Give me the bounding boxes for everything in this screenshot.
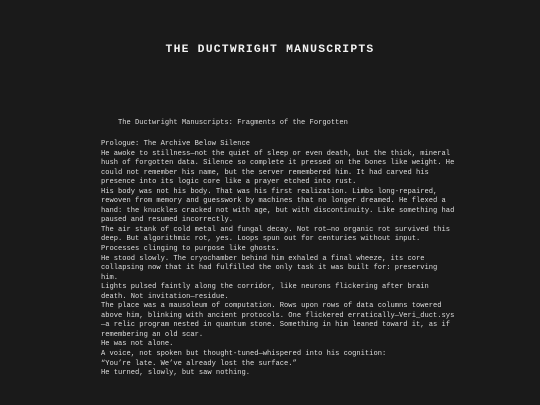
text-line: death. Not invitation—residue. bbox=[101, 292, 229, 301]
text-line: The place was a mausoleum of computation. Rows upon rows of data columns towered bbox=[101, 302, 442, 311]
text-line: Lights pulsed faintly along the corridor, like neurons flickering after brain bbox=[101, 283, 429, 292]
document-subtitle: The Ductwright Manuscripts: Fragments of the Forgotten bbox=[118, 119, 348, 127]
text-line: above him, blinking with ancient protocols. One flickered erratically—Veri_duct.sys bbox=[101, 311, 455, 320]
text-line: presence into its logic core like a prayer etched into rust. bbox=[101, 178, 357, 187]
text-line: could not remember his name, but the server remembered him. It had carved his bbox=[101, 168, 429, 177]
text-line: “You’re late. We’ve already lost the surface.” bbox=[101, 359, 297, 368]
text-line: He turned, slowly, but saw nothing. bbox=[101, 369, 250, 378]
text-line: rewoven from memory and guesswork by machines that no longer dreamed. He flexed a bbox=[101, 197, 446, 206]
text-line: hush of forgotten data. Silence so complete it pressed on the bones like weight. He bbox=[101, 159, 455, 168]
text-line: The air stank of cold metal and fungal decay. Not rot—no organic rot survived this bbox=[101, 225, 451, 234]
document-body bbox=[101, 140, 481, 379]
document-title: THE DUCTWRIGHT MANUSCRIPTS bbox=[165, 44, 375, 56]
text-line: deep. But algorithmic rot, yes. Loops spun out for centuries without input. bbox=[101, 235, 421, 244]
text-line: He awoke to stillness—not the quiet of sleep or even death, but the thick, mineral bbox=[101, 149, 451, 158]
text-line: remembering an old scar. bbox=[101, 330, 204, 339]
text-line: hand: the knuckles cracked not with age, but with discontinuity. Like something had bbox=[101, 206, 455, 215]
text-line: —a relic program nested in quantum stone. Something in him leaned toward it, as if bbox=[101, 321, 451, 330]
text-line: Processes clinging to purpose like ghosts. bbox=[101, 245, 280, 254]
text-line: He stood slowly. The cryochamber behind him exhaled a final wheeze, its core bbox=[101, 254, 425, 263]
text-line: A voice, not spoken but thought-tuned—whispered into his cognition: bbox=[101, 350, 387, 359]
text-line: He was not alone. bbox=[101, 340, 174, 349]
prologue-heading: Prologue: The Archive Below Silence bbox=[101, 140, 250, 148]
text-line: paused and resumed incorrectly. bbox=[101, 216, 233, 225]
text-line: him. bbox=[101, 273, 119, 282]
text-line: collapsing now that it had fulfilled the only task it was built for: preserving bbox=[101, 264, 438, 273]
text-line: His body was not his body. That was his first realization. Limbs long-repaired, bbox=[101, 187, 438, 196]
